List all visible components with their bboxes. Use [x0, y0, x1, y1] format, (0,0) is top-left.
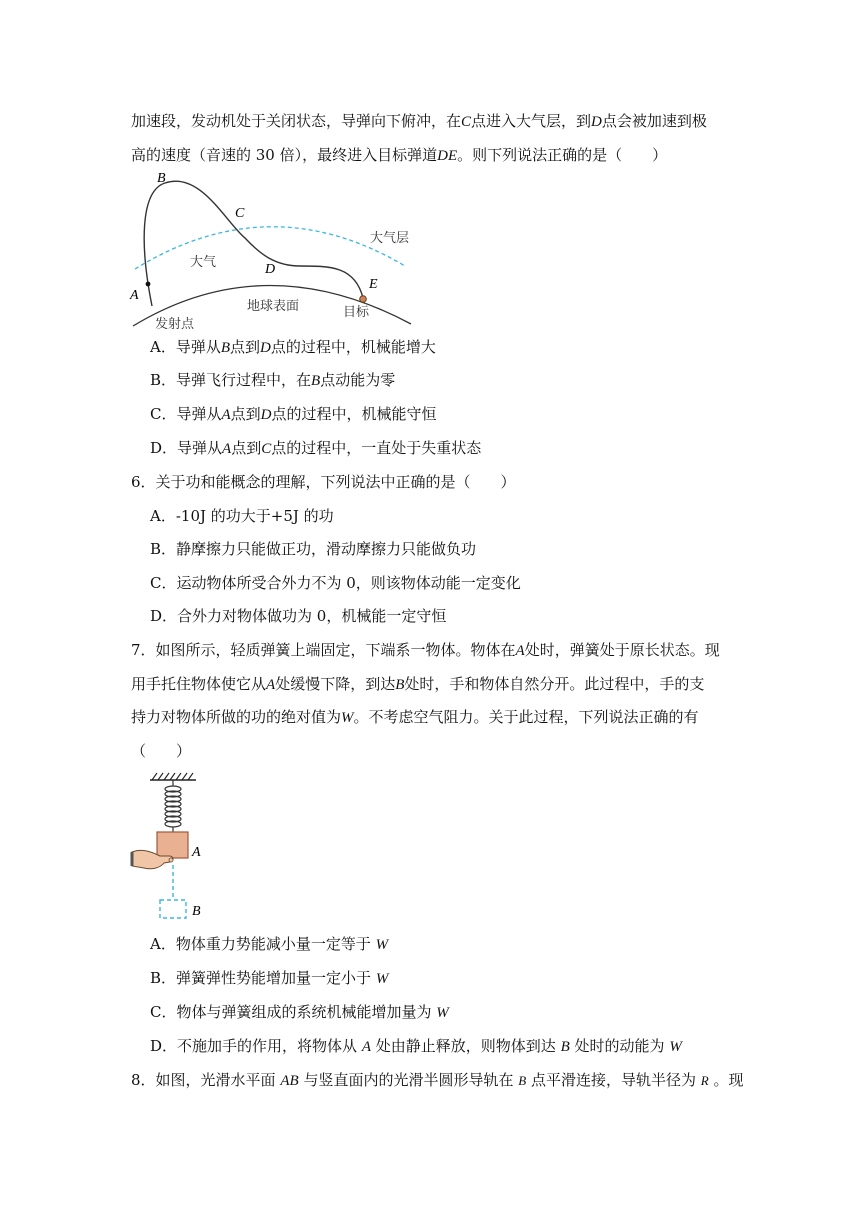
point-A-dot — [146, 282, 151, 287]
q5-stem-line-2: 高的速度（音速的 30 倍），最终进入目标弹道DE。则下列说法正确的是（ ） — [131, 146, 668, 164]
spring — [165, 780, 181, 832]
q5-option-B: B．导弹飞行过程中，在B点动能为零 — [150, 371, 396, 389]
missile-trajectory-figure — [125, 166, 425, 332]
label-earth-surface: 地球表面 — [247, 299, 300, 314]
q7-stem-line-1: 7．如图所示，轻质弹簧上端固定，下端系一物体。物体在A处时，弹簧处于原长状态。现 — [131, 641, 720, 659]
block-A — [157, 832, 188, 858]
var-C: C — [461, 114, 472, 130]
q6-stem: 6．关于功和能概念的理解，下列说法中正确的是（ ） — [131, 473, 516, 491]
ceiling-hatch — [152, 773, 193, 780]
label-launch-point: 发射点 — [155, 317, 195, 332]
label-E: E — [369, 277, 378, 292]
label-A: A — [130, 288, 139, 303]
q5-option-C: C．导弹从A点到D点的过程中，机械能守恒 — [150, 405, 437, 423]
label-target: 目标 — [343, 305, 370, 320]
q7-stem-line-2: 用手托住物体使它从A处缓慢下降，到达B处时，手和物体自然分开。此过程中，手的支 — [131, 675, 705, 693]
q8-stem-line-1: 8．如图，光滑水平面 AB 与竖直面内的光滑半圆形导轨在 B 点平滑连接，导轨半径为 R 。现 — [131, 1071, 744, 1089]
label-atmosphere-layer: 大气层 — [370, 231, 410, 246]
var-DE: DE — [437, 148, 458, 164]
q5-option-D: D．导弹从A点到C点的过程中，一直处于失重状态 — [150, 439, 482, 457]
q7-option-B: B．弹簧弹性势能增加量一定小于 W — [150, 969, 389, 987]
q5-option-A: A．导弹从B点到D点的过程中，机械能增大 — [150, 338, 436, 356]
label-B: B — [192, 904, 201, 919]
q7-option-A: A．物体重力势能减小量一定等于 W — [150, 935, 389, 953]
label-atmosphere: 大气 — [190, 255, 217, 270]
spring-block-figure — [130, 772, 220, 922]
q6-option-B: B．静摩擦力只能做正功，滑动摩擦力只能做负功 — [150, 540, 477, 558]
target-point-dot — [360, 296, 367, 303]
q5-stem-line-1: 加速段，发动机处于关闭状态，导弹向下俯冲，在C点进入大气层，到D点会被加速到极 — [131, 112, 707, 130]
q7-stem-line-4: （ ） — [131, 742, 192, 760]
block-B-position — [160, 900, 186, 918]
q6-option-D: D．合外力对物体做功为 0，机械能一定守恒 — [150, 607, 447, 625]
q6-option-C: C．运动物体所受合外力不为 0，则该物体动能一定变化 — [150, 574, 521, 592]
trajectory-curve — [144, 181, 363, 306]
label-A: A — [192, 845, 201, 860]
q7-stem-line-3: 持力对物体所做的功的绝对值为W。不考虑空气阻力。关于此过程，下列说法正确的有 — [131, 708, 699, 726]
label-D: D — [265, 262, 276, 277]
label-B: B — [157, 171, 166, 186]
q7-option-D: D．不施加手的作用，将物体从 A 处由静止释放，则物体到达 B 处时的动能为 W — [150, 1037, 682, 1055]
q7-option-C: C．物体与弹簧组成的系统机械能增加量为 W — [150, 1003, 449, 1021]
label-C: C — [235, 206, 245, 221]
q6-option-A: A．-10J 的功大于+5J 的功 — [150, 507, 334, 525]
var-D: D — [591, 114, 602, 130]
